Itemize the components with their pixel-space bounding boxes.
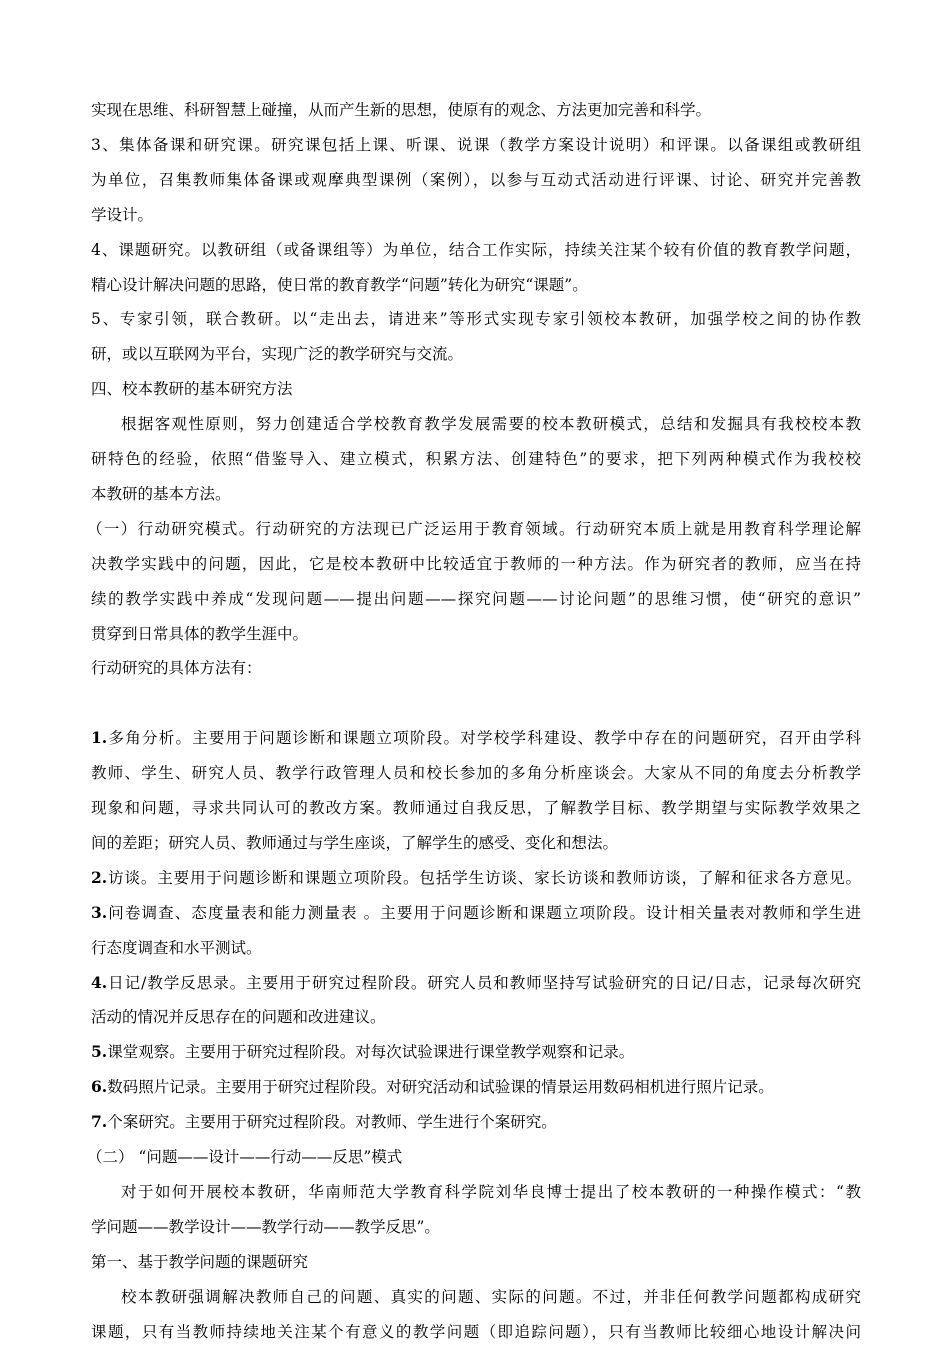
line-text: 行态度调查和水平测试。 bbox=[91, 938, 262, 957]
text-line bbox=[91, 930, 861, 966]
line-text: 第一、基于教学问题的课题研究 bbox=[91, 1252, 309, 1271]
list-number: 7. bbox=[91, 1112, 108, 1132]
text-line bbox=[91, 825, 861, 861]
line-text: 根据客观性原则，努力创建适合学校教育教学发展需要的校本教研模式，总结和发掘具有我校校本教 bbox=[121, 415, 861, 434]
list-number: 4. bbox=[91, 972, 108, 992]
line-text: 为单位，召集教师集体备课或观摩典型课例（案例），以参与互动式活动进行评课、讨论、研究并完善教 bbox=[91, 170, 861, 189]
line-text: 个案研究。主要用于研究过程阶段。对教师、学生进行个案研究。 bbox=[107, 1113, 557, 1132]
line-text: 对于如何开展校本教研，华南师范大学教育科学院刘华良博士提出了校本教研的一种操作模式：“教 bbox=[121, 1182, 861, 1201]
line-text: 5、专家引领，联合教研。以“走出去，请进来”等形式实现专家引领校本教研，加强学校之间的协作教 bbox=[91, 310, 861, 329]
line-text: 课题，只有当教师持续地关注某个有意义的教学问题（即追踪问题），只有当教师比较细心地设计解决问 bbox=[91, 1322, 861, 1341]
text-line bbox=[91, 162, 861, 198]
line-text: 间的差距；研究人员、教师通过与学生座谈，了解学生的感受、变化和想法。 bbox=[91, 833, 619, 852]
list-number: 2. bbox=[91, 867, 108, 887]
text-line bbox=[91, 1104, 861, 1140]
line-text: 续的教学实践中养成“发现问题——提出问题——探究问题——讨论问题”的思维习惯，使“研究的意识” bbox=[91, 589, 861, 608]
line-text: （一）行动研究模式。行动研究的方法现已广泛运用于教育领域。行动研究本质上就是用教育科学理论解 bbox=[87, 519, 861, 538]
line-text: 多角分析。主要用于问题诊断和课题立项阶段。对学校学科建设、教学中存在的问题研究，召开由学科 bbox=[107, 729, 861, 748]
text-line bbox=[91, 1209, 861, 1245]
text-line bbox=[91, 1244, 861, 1280]
line-text: 四、校本教研的基本研究方法 bbox=[91, 380, 293, 399]
text-line bbox=[91, 1314, 861, 1350]
line-text: 现象和问题，寻求共同认可的教改方案。教师通过自我反思，了解教学目标、教学期望与实际教学效果之 bbox=[91, 799, 861, 817]
line-text: 课堂观察。主要用于研究过程阶段。对每次试验课进行课堂教学观察和记录。 bbox=[107, 1043, 635, 1062]
line-text: （二） “问题——设计——行动——反思”模式 bbox=[87, 1148, 403, 1166]
text-line bbox=[91, 1069, 861, 1105]
line-text: 数码照片记录。主要用于研究过程阶段。对研究活动和试验课的情景运用数码相机进行照片记录。 bbox=[107, 1078, 774, 1097]
text-line bbox=[87, 1139, 861, 1175]
text-line bbox=[91, 790, 861, 826]
text-line bbox=[121, 1279, 861, 1315]
text-line bbox=[91, 127, 861, 163]
line-text: 精心设计解决问题的思路，使日常的教育教学“问题”转化为研究“课题”。 bbox=[91, 275, 588, 294]
text-line bbox=[91, 267, 861, 303]
line-text: 校本教研强调解决教师自己的问题、真实的问题、实际的问题。不过，并非任何教学问题都构成研究 bbox=[121, 1287, 861, 1306]
text-line bbox=[91, 720, 861, 756]
line-text: 实现在思维、科研智慧上碰撞，从而产生新的思想，使原有的观念、方法更加完善和科学。 bbox=[91, 101, 712, 119]
text-line bbox=[91, 965, 861, 1001]
text-line bbox=[91, 92, 861, 128]
text-line bbox=[91, 616, 861, 652]
list-number: 6. bbox=[91, 1077, 108, 1097]
line-text: 学设计。 bbox=[91, 205, 154, 224]
text-line bbox=[91, 685, 861, 721]
line-text: 日记/教学反思录。主要用于研究过程阶段。研究人员和教师坚持写试验研究的日记/日志，记录每次研究 bbox=[107, 973, 861, 992]
text-line bbox=[91, 895, 861, 931]
text-line bbox=[91, 860, 861, 896]
text-line bbox=[91, 371, 861, 407]
text-line bbox=[91, 581, 861, 617]
line-text: 4、课题研究。以教研组（或备课组等）为单位，结合工作实际，持续关注某个较有价值的教育教学问题， bbox=[91, 240, 861, 259]
line-text: 活动的情况并反思存在的问题和改进建议。 bbox=[91, 1008, 386, 1027]
line-text: 贯穿到日常具体的教学生涯中。 bbox=[91, 624, 309, 643]
text-line bbox=[121, 406, 861, 442]
line-text: 研特色的经验，依照“借鉴导入、建立模式，积累方法、创建特色”的要求，把下列两种模式作为我校校 bbox=[91, 450, 861, 468]
text-line bbox=[121, 1174, 861, 1210]
line-text: 本教研的基本方法。 bbox=[91, 484, 231, 503]
text-line bbox=[91, 197, 861, 233]
text-line bbox=[91, 546, 861, 582]
text-line bbox=[91, 1034, 861, 1070]
line-text: 学问题——教学设计——教学行动——教学反思”。 bbox=[91, 1217, 440, 1236]
line-text: 3、集体备课和研究课。研究课包括上课、听课、说课（教学方案设计说明）和评课。以备课组或教研组 bbox=[91, 135, 861, 154]
line-text: 研，或以互联网为平台，实现广泛的教学研究与交流。 bbox=[91, 345, 464, 364]
text-line bbox=[91, 476, 861, 512]
line-text: 教师、学生、研究人员、教学行政管理人员和校长参加的多角分析座谈会。大家从不同的角度去分析教学 bbox=[91, 764, 861, 783]
text-line bbox=[91, 650, 861, 686]
line-text: 行动研究的具体方法有： bbox=[91, 659, 262, 678]
text-line bbox=[91, 755, 861, 791]
list-number: 5. bbox=[91, 1042, 108, 1062]
text-line bbox=[91, 441, 861, 477]
line-text: 问卷调查、态度量表和能力测量表 。主要用于问题诊断和课题立项阶段。设计相关量表对教师和学生进 bbox=[107, 903, 861, 922]
line-text: 访谈。主要用于问题诊断和课题立项阶段。包括学生访谈、家长访谈和教师访谈，了解和征求各方意见。 bbox=[107, 868, 861, 887]
text-line bbox=[91, 301, 861, 337]
text-line bbox=[91, 232, 861, 268]
text-line bbox=[91, 999, 861, 1035]
list-number: 3. bbox=[91, 902, 108, 922]
list-number: 1. bbox=[91, 728, 108, 748]
text-line bbox=[91, 336, 861, 372]
line-text: 决教学实践中的问题，因此，它是校本教研中比较适宜于教师的一种方法。作为研究者的教师，应当在持 bbox=[91, 554, 861, 573]
text-line bbox=[87, 511, 861, 547]
